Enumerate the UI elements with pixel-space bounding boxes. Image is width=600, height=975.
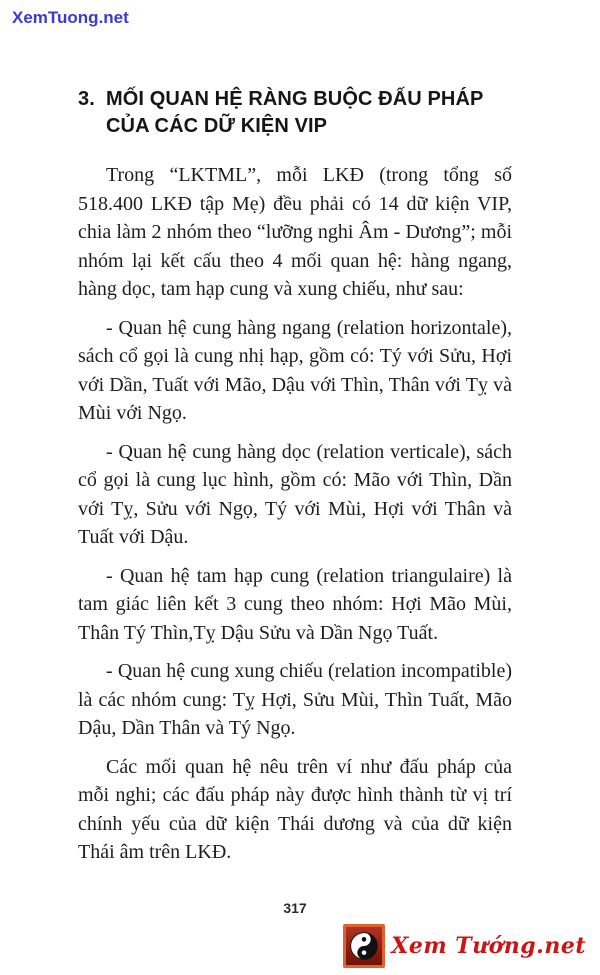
yin-yang-icon: [343, 924, 385, 968]
site-header-link[interactable]: XemTuong.net: [12, 8, 129, 27]
section-heading: [78, 86, 512, 140]
body-paragraphs: [78, 161, 512, 867]
body-paragraph: Trong “LKTML”, mỗi LKĐ (trong tổng số 518.400 LKĐ tập Mẹ) đều phải có 14 dữ kiện VIP, chia làm 2 nhóm theo “lưỡng nghi Âm - Dương”; mỗi nhóm lại kết cấu theo 4 mối quan hệ: hàng ngang, hàng dọc, tam hạp cung và xung chiếu, như sau:: [78, 164, 512, 300]
page-number: 317: [283, 900, 307, 916]
body-paragraph: - Quan hệ cung hàng ngang (relation horizontale), sách cổ gọi là cung nhị hạp, gồm có: Tý với Sửu, Hợi với Dần, Tuất với Mão, Dậu với Thìn, Thân với Tỵ và Mùi với Ngọ.: [78, 316, 512, 424]
site-logo[interactable]: [343, 924, 586, 968]
section-heading-number: 3.: [78, 88, 95, 110]
body-paragraph: - Quan hệ cung hàng dọc (relation verticale), sách cổ gọi là cung lục hình, gồm có: Mão với Thìn, Dần với Tỵ, Sửu với Ngọ, Tý với Mùi, Hợi với Thân và Tuất với Dậu.: [78, 440, 512, 548]
body-paragraph: Các mối quan hệ nêu trên ví như đấu pháp của mỗi nghi; các đấu pháp này được hình thành từ vị trí chính yếu của dữ kiện Thái dương và của dữ kiện Thái âm trên LKĐ.: [78, 755, 512, 863]
page-content: [78, 86, 512, 877]
body-paragraph: - Quan hệ cung xung chiếu (relation incompatible) là các nhóm cung: Tỵ Hợi, Sửu Mùi, Thìn Tuất, Mão Dậu, Dần Thân và Tý Ngọ.: [78, 660, 512, 739]
body-paragraph: - Quan hệ tam hạp cung (relation triangulaire) là tam giác liên kết 3 cung theo nhóm: Hợi Mão Mùi, Thân Tý Thìn,Tỵ Dậu Sửu và Dần Ngọ Tuất.: [78, 564, 512, 644]
site-logo-text: Xem Tướng.net: [391, 933, 586, 959]
section-heading-text: MỐI QUAN HỆ RÀNG BUỘC ĐẤU PHÁP CỦA CÁC DỮ KIỆN VIP: [106, 88, 484, 137]
